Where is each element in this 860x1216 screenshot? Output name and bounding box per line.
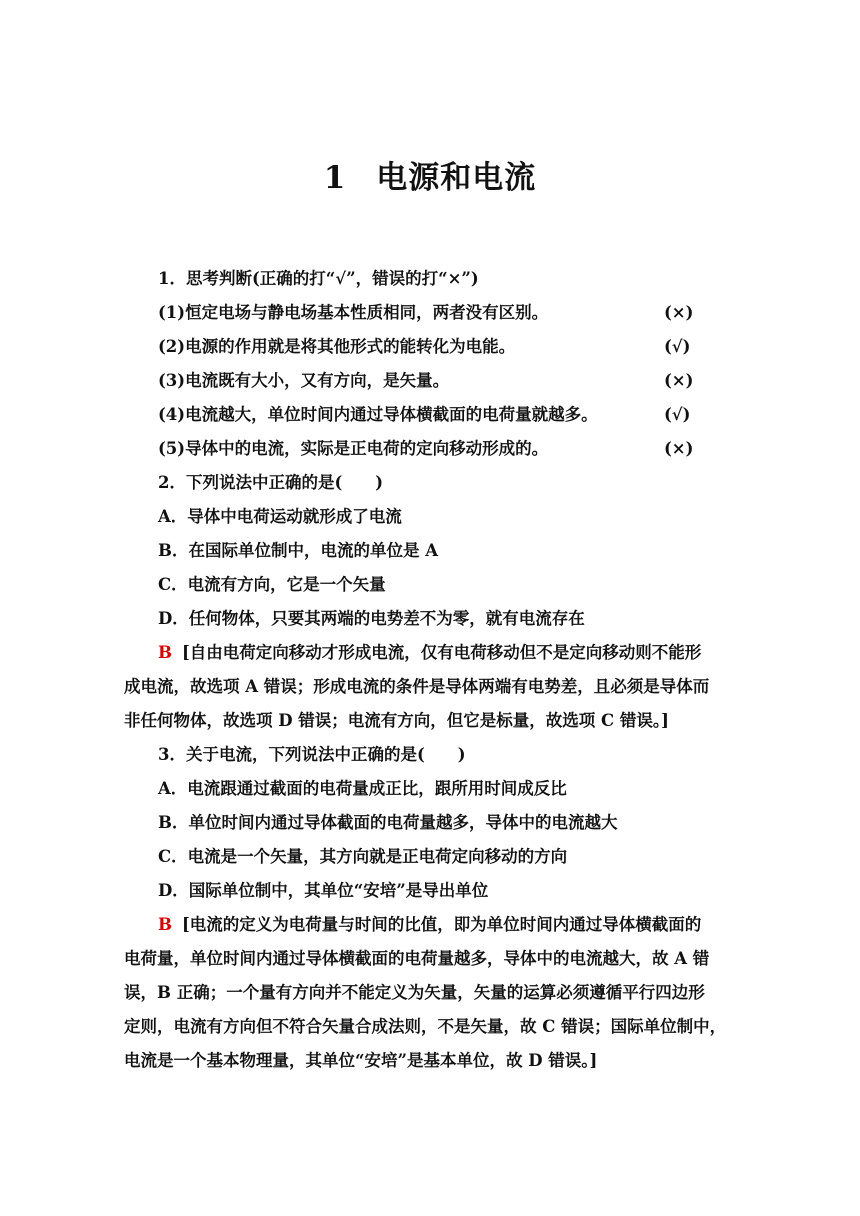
judgement-mark: (×) [664, 439, 694, 458]
explanation-line [124, 636, 750, 670]
option-a: A．电流跟通过截面的电荷量成正比，跟所用时间成反比 [158, 779, 567, 798]
explanation-line: 误，B 正确；一个量有方向并不能定义为矢量，矢量的运算必须遵循平行四边形 [124, 983, 705, 1002]
judgement-item [124, 330, 750, 364]
question-1-stem: 1．思考判断(正确的打“√”，错误的打“×”) [158, 269, 479, 288]
judgement-mark: (√) [664, 405, 691, 424]
judgement-item [124, 364, 750, 398]
section-number: 1 [323, 160, 347, 196]
question-3-stem: 3．关于电流，下列说法中正确的是( ) [158, 745, 466, 764]
option-c: C．电流是一个矢量，其方向就是正电荷定向移动的方向 [158, 847, 568, 866]
option-d: D．任何物体，只要其两端的电势差不为零，就有电流存在 [158, 609, 585, 628]
option-b: B．在国际单位制中，电流的单位是 A [158, 541, 438, 560]
explanation-text: [自由电荷定向移动才形成电流，仅有电荷移动但不是定向移动则不能形 [181, 643, 702, 662]
explanation-line [124, 908, 750, 942]
explanation-text: [电流的定义为电荷量与时间的比值，即为单位时间内通过导体横截面的 [181, 915, 702, 934]
option-c: C．电流有方向，它是一个矢量 [158, 575, 386, 594]
judgement-text: (1)恒定电场与静电场基本性质相同，两者没有区别。 [158, 303, 549, 322]
judgement-mark: (×) [664, 371, 694, 390]
question-2-stem: 2．下列说法中正确的是( ) [158, 473, 384, 492]
judgement-text: (5)导体中的电流，实际是正电荷的定向移动形成的。 [158, 439, 549, 458]
judgement-text: (2)电源的作用就是将其他形式的能转化为电能。 [158, 337, 516, 356]
option-d: D．国际单位制中，其单位“安培”是导出单位 [158, 881, 489, 900]
option-b: B．单位时间内通过导体截面的电荷量越多，导体中的电流越大 [158, 813, 618, 832]
explanation-line: 成电流，故选项 A 错误；形成电流的条件是导体两端有电势差，且必须是导体而 [124, 677, 710, 696]
page-title [0, 152, 860, 197]
explanation-line: 非任何物体，故选项 D 错误；电流有方向，但它是标量，故选项 C 错误。] [124, 711, 669, 730]
judgement-item [124, 296, 750, 330]
answer-letter: B [158, 643, 172, 662]
explanation-line: 电流是一个基本物理量，其单位“安培”是基本单位，故 D 错误。] [124, 1051, 598, 1070]
document-body [124, 262, 750, 1078]
option-a: A．导体中电荷运动就形成了电流 [158, 507, 402, 526]
explanation-line: 定则，电流有方向但不符合矢量合成法则，不是矢量，故 C 错误；国际单位制中， [124, 1017, 727, 1036]
judgement-item [124, 398, 750, 432]
judgement-item [124, 432, 750, 466]
judgement-mark: (×) [664, 303, 694, 322]
judgement-text: (3)电流既有大小，又有方向，是矢量。 [158, 371, 450, 390]
judgement-text: (4)电流越大，单位时间内通过导体横截面的电荷量就越多。 [158, 405, 598, 424]
judgement-mark: (√) [664, 337, 691, 356]
explanation-line: 电荷量，单位时间内通过导体横截面的电荷量越多，导体中的电流越大，故 A 错 [124, 949, 710, 968]
section-title: 电源和电流 [376, 160, 537, 196]
answer-letter: B [158, 915, 172, 934]
